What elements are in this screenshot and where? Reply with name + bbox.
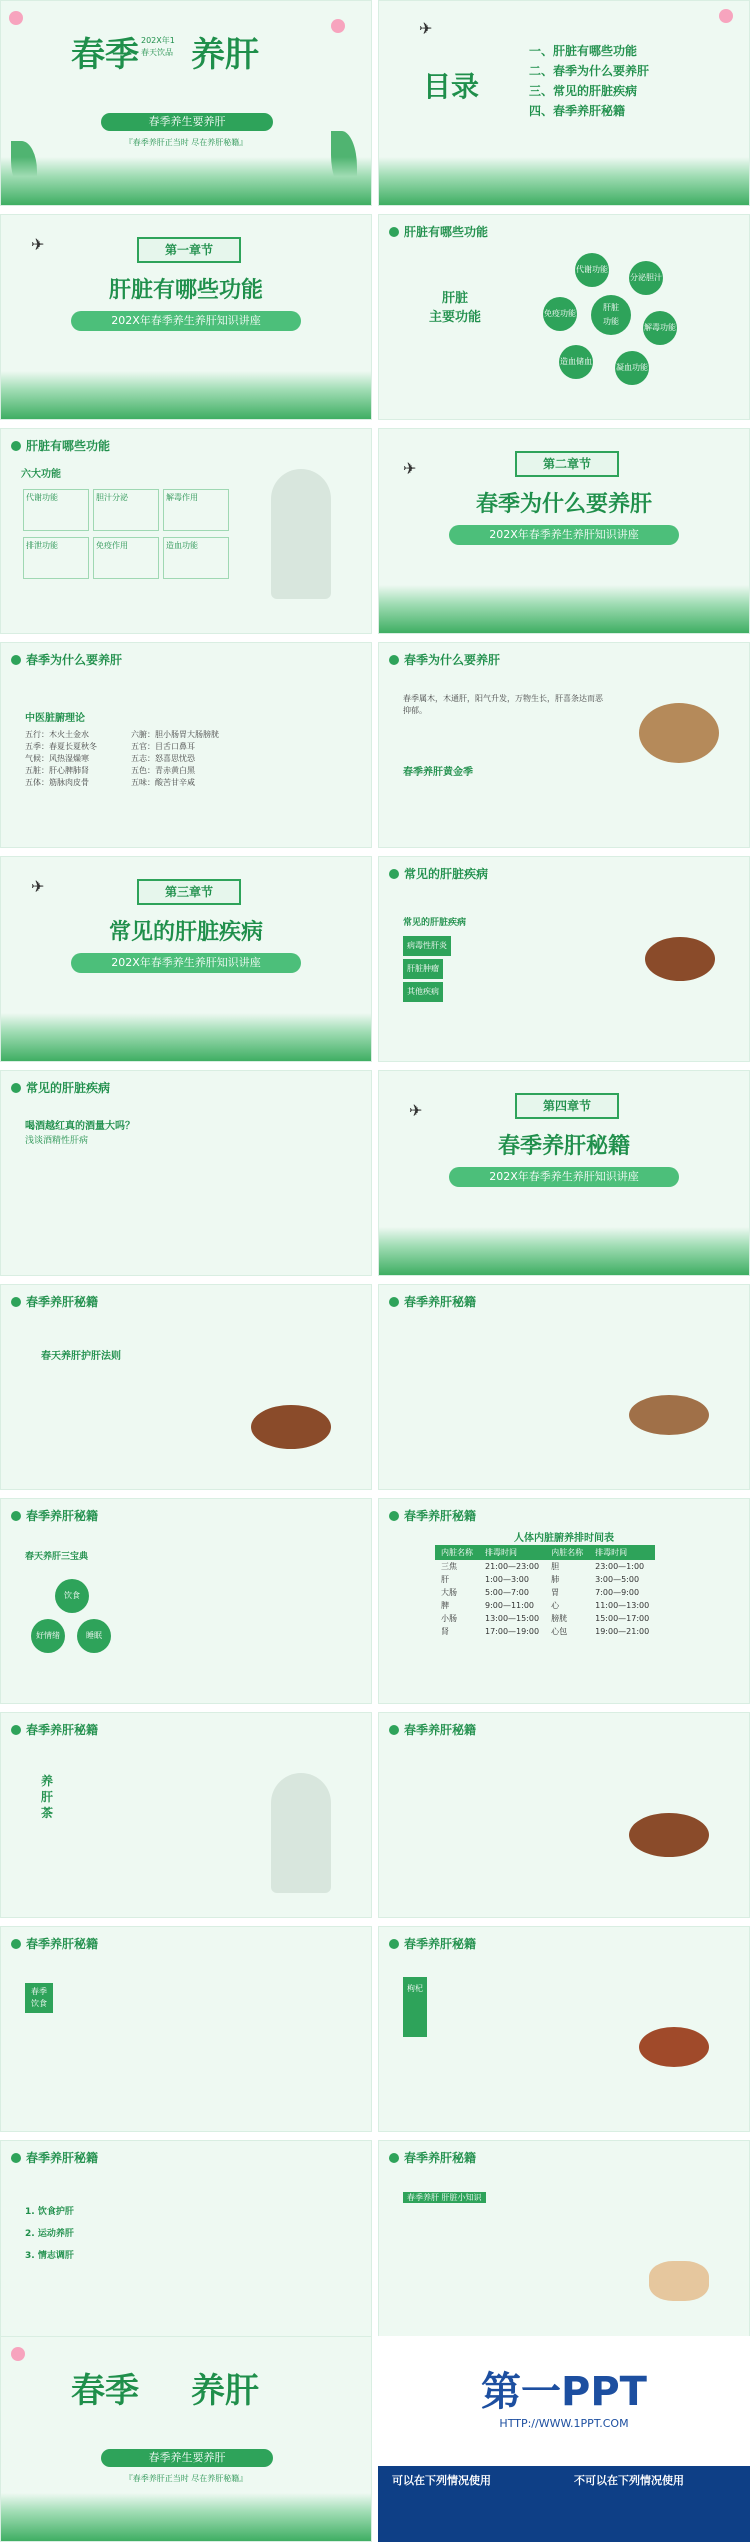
disease-question: 喝酒越红真的酒量大吗？ <box>25 1121 135 1132</box>
slide-disease-1[interactable] <box>378 856 750 1062</box>
table-row <box>435 1599 655 1612</box>
slide-secret-table[interactable] <box>378 1498 750 1704</box>
cover-title-a: 春季 <box>71 2371 139 2411</box>
table-row <box>435 1612 655 1625</box>
table-row <box>435 1625 655 1638</box>
grass-decoration <box>1 157 371 205</box>
chapter-subtitle: 202X年春季养生养肝知识讲座 <box>449 525 679 545</box>
why-sub: 中医脏腑理论 <box>25 713 85 724</box>
slide-secret-1[interactable] <box>0 1284 372 1490</box>
secret-sub: 春天养肝三宝典 <box>25 1552 89 1562</box>
func-node: 代谢功能 <box>575 253 609 287</box>
bullet-icon <box>389 1725 399 1735</box>
herb-image <box>639 2027 709 2067</box>
swallow-icon: ✈ <box>403 459 417 478</box>
bullet-icon <box>11 1083 21 1093</box>
table-header-row <box>435 1545 655 1560</box>
cover-motto: 『春季养肝正当时 尽在养肝秘籍』 <box>124 2474 248 2483</box>
func-box: 排泄功能 <box>23 537 89 579</box>
slide-heading-text: 肝脏有哪些功能 <box>26 439 111 453</box>
slide-heading <box>11 1507 98 1524</box>
func-node: 解毒功能 <box>643 311 677 345</box>
lingzhi-image <box>645 937 715 981</box>
bullet-icon <box>11 441 21 451</box>
func-box: 解毒作用 <box>163 489 229 531</box>
secret-sub: 春天养肝护肝法则 <box>41 1351 121 1362</box>
blossom-icon <box>11 2347 25 2361</box>
slide-secret-9[interactable] <box>378 2140 750 2346</box>
slide-toc[interactable] <box>378 0 750 206</box>
sage-figure <box>271 1773 331 1893</box>
bullet-icon <box>389 227 399 237</box>
slide-cover[interactable] <box>0 0 372 206</box>
cover-title-a: 春季 <box>71 35 139 75</box>
herb-bowl-image <box>639 703 719 763</box>
table-cell: 19:00—21:00 <box>595 1627 650 1636</box>
table-cell: 1:00—3:00 <box>485 1575 529 1584</box>
table-cell: 15:00—17:00 <box>595 1614 650 1623</box>
row: 五色：青赤黄白黑 <box>131 766 195 775</box>
table-cell: 13:00—15:00 <box>485 1614 540 1623</box>
table-cell: 小肠 <box>441 1614 457 1623</box>
disease-sub: 常见的肝脏疾病 <box>403 918 467 928</box>
slide-heading <box>11 1935 98 1952</box>
slide-heading-text: 春季为什么要养肝 <box>404 653 501 667</box>
chapter-tag: 第四章节 <box>515 1093 619 1119</box>
table-row <box>435 1560 655 1573</box>
slide-heading-text: 春季养肝秘籍 <box>404 1937 477 1951</box>
table-cell: 膀胱 <box>551 1614 568 1623</box>
section-item: 3. 情志调肝 <box>25 2251 74 2261</box>
herb-image <box>629 1813 709 1857</box>
bullet-icon <box>389 869 399 879</box>
bullet-icon <box>11 1939 21 1949</box>
slide-heading-text: 肝脏有哪些功能 <box>404 225 489 239</box>
table-cell: 5:00—7:00 <box>485 1588 529 1597</box>
cover-band: 春季养生要养肝 <box>101 2449 273 2467</box>
slide-heading <box>389 2149 476 2166</box>
func-node: 分泌胆汁 <box>629 261 663 295</box>
slide-heading <box>11 1721 98 1738</box>
lingzhi-image <box>251 1405 331 1449</box>
cover-title-b: 养肝 <box>191 35 259 75</box>
why-rows-left <box>25 729 97 789</box>
table-cell: 肺 <box>551 1575 560 1584</box>
slide-secret-5[interactable] <box>378 1712 750 1918</box>
ad-url[interactable]: HTTP://WWW.1PPT.COM <box>499 2417 629 2430</box>
chapter-tag: 第二章节 <box>515 451 619 477</box>
grass-decoration <box>1 2493 371 2541</box>
cover-motto: 『春季养肝正当时 尽在养肝秘籍』 <box>124 138 248 147</box>
slide-heading <box>389 1507 476 1524</box>
slide-heading-text: 常见的肝脏疾病 <box>404 867 489 881</box>
table-cell: 7:00—9:00 <box>595 1588 640 1597</box>
slide-heading <box>389 1935 476 1952</box>
table-cell: 心 <box>551 1601 560 1610</box>
blossom-icon <box>9 11 23 25</box>
slide-heading <box>11 437 110 454</box>
grass-decoration <box>1 1013 371 1061</box>
swallow-icon: ✈ <box>31 235 45 254</box>
bullet-icon <box>389 655 399 665</box>
toc-item-1[interactable]: 一、肝脏有哪些功能 <box>529 44 638 58</box>
chapter-title: 春季养肝秘籍 <box>497 1133 630 1159</box>
table-cell: 3:00—5:00 <box>595 1575 640 1584</box>
slide-liver-functions[interactable] <box>378 214 750 420</box>
why-rows-right <box>131 729 219 789</box>
table-cell: 17:00—19:00 <box>485 1627 540 1636</box>
slide-heading-text: 春季养肝秘籍 <box>404 1509 477 1523</box>
slide-heading-text: 春季养肝秘籍 <box>26 2151 99 2165</box>
disease-tags <box>403 933 455 1002</box>
slide-why-1[interactable] <box>0 642 372 848</box>
slide-disease-2[interactable] <box>0 1070 372 1276</box>
table-header: 排毒时间 <box>479 1545 545 1560</box>
six-func-grid <box>21 485 241 581</box>
ad-top <box>378 2346 750 2464</box>
row: 五脏：肝心脾肺肾 <box>25 766 89 775</box>
slide-secret-tea[interactable] <box>0 1712 372 1918</box>
bullet-icon <box>11 1297 21 1307</box>
chapter-subtitle: 202X年春季养生养肝知识讲座 <box>71 311 301 331</box>
slide-heading-text: 春季为什么要养肝 <box>26 653 123 667</box>
blossom-icon <box>719 9 733 23</box>
cover-title-b: 养肝 <box>191 2371 259 2411</box>
tea-side-label: 养 肝 茶 <box>41 1774 54 1820</box>
table-cell: 肝 <box>441 1575 449 1584</box>
bullet-icon <box>389 2153 399 2163</box>
slide-heading-text: 春季养肝秘籍 <box>26 1937 99 1951</box>
toc-list <box>529 41 649 121</box>
row: 气候：风热湿燥寒 <box>25 754 89 763</box>
cover-sub: 春天饮品 <box>141 48 173 57</box>
disease-tag: 其他疾病 <box>403 982 443 1002</box>
slide-secret-3[interactable] <box>0 1498 372 1704</box>
chapter-tag: 第一章节 <box>137 237 241 263</box>
grass-decoration <box>379 1227 749 1275</box>
func-box: 代谢功能 <box>23 489 89 531</box>
cover-year: 202X年1 <box>141 36 175 45</box>
table-cell: 23:00—1:00 <box>595 1562 645 1571</box>
chapter-title: 常见的肝脏疾病 <box>108 919 263 945</box>
toc-item-4[interactable]: 四、春季养肝秘籍 <box>529 104 626 118</box>
table-cell: 胆 <box>551 1562 560 1571</box>
ginseng-image <box>649 2261 709 2301</box>
slide-heading <box>389 651 500 668</box>
func-node: 凝血功能 <box>615 351 649 385</box>
grass-decoration <box>1 371 371 419</box>
slide-heading-text: 春季养肝秘籍 <box>26 1723 99 1737</box>
bullet-icon <box>11 1511 21 1521</box>
herb-image <box>629 1395 709 1435</box>
slide-heading-text: 春季养肝秘籍 <box>404 2151 477 2165</box>
table-cell: 21:00—23:00 <box>485 1562 540 1571</box>
slide-heading <box>11 651 122 668</box>
swallow-icon: ✈ <box>409 1101 423 1120</box>
table-cell: 11:00—13:00 <box>595 1601 650 1610</box>
bullet-icon <box>11 2153 21 2163</box>
sage-figure <box>271 469 331 599</box>
disease-tag: 病毒性肝炎 <box>403 936 451 956</box>
slide-heading-text: 常见的肝脏疾病 <box>26 1081 111 1095</box>
table-cell: 三焦 <box>441 1562 457 1571</box>
chapter-title: 春季为什么要养肝 <box>475 491 652 517</box>
chapter-title: 肝脏有哪些功能 <box>108 277 263 303</box>
why-slogan: 春季养肝黄金季 <box>403 767 473 778</box>
func-box: 免疫作用 <box>93 537 159 579</box>
table-row <box>435 1573 655 1586</box>
disease-sub2: 浅谈酒精性肝病 <box>25 1136 89 1146</box>
circle-sleep: 睡眠 <box>77 1619 111 1653</box>
why-paragraph: 春季属木，木通肝，阳气升发，万物生长，肝喜条达而恶抑郁。 <box>403 694 603 715</box>
cover-band: 春季养生要养肝 <box>101 113 273 131</box>
table-cell: 胃 <box>551 1588 560 1597</box>
slide-heading-text: 春季养肝秘籍 <box>404 1295 477 1309</box>
last-tag: 春季养肝 肝脏小知识 <box>403 2192 486 2203</box>
slide-chapter-4[interactable] <box>378 1070 750 1276</box>
chapter-subtitle: 202X年春季养生养肝知识讲座 <box>449 1167 679 1187</box>
secret-sections <box>25 2201 74 2267</box>
table-title: 人体内脏腑养排时间表 <box>514 1533 614 1544</box>
func-box: 造血功能 <box>163 537 229 579</box>
ad-brand: 第一PPT <box>481 2369 647 2415</box>
slide-chapter-2[interactable] <box>378 428 750 634</box>
row: 五味：酸苦甘辛咸 <box>131 778 195 787</box>
toc-item-3[interactable]: 三、常见的肝脏疾病 <box>529 84 638 98</box>
table-cell: 9:00—11:00 <box>485 1601 535 1610</box>
row: 六腑：胆小肠胃大肠膀胱 <box>131 730 219 739</box>
slide-heading <box>389 1721 476 1738</box>
func-node: 造血储血 <box>559 345 593 379</box>
row: 五季：春夏长夏秋冬 <box>25 742 97 751</box>
raw-tag: 枸杞 <box>403 1977 427 2037</box>
section-item: 2. 运动养肝 <box>25 2229 74 2239</box>
toc-heading: 目录 <box>423 70 480 103</box>
grass-decoration <box>379 585 749 633</box>
table-cell: 心包 <box>551 1627 568 1636</box>
table-cell: 脾 <box>441 1601 449 1610</box>
slide-heading <box>389 865 488 882</box>
chapter-subtitle: 202X年春季养生养肝知识讲座 <box>71 953 301 973</box>
slide-chapter-3[interactable] <box>0 856 372 1062</box>
six-func-sub: 六大功能 <box>21 469 61 480</box>
slide-secret-8[interactable] <box>0 2140 372 2346</box>
bullet-icon <box>11 655 21 665</box>
slide-heading <box>11 1079 110 1096</box>
table-cell: 大肠 <box>441 1588 457 1597</box>
row: 五官：目舌口鼻耳 <box>131 742 195 751</box>
slide-secret-7[interactable] <box>378 1926 750 2132</box>
detox-table <box>435 1545 655 1638</box>
toc-item-2[interactable]: 二、春季为什么要养肝 <box>529 64 650 78</box>
chapter-tag: 第三章节 <box>137 879 241 905</box>
slide-six-functions[interactable] <box>0 428 372 634</box>
row: 五行：木火土金水 <box>25 730 89 739</box>
ad-bottom <box>378 2466 750 2542</box>
func-center-label: 肝脏 主要功能 <box>429 291 482 325</box>
func-node: 免疫功能 <box>543 297 577 331</box>
ad-right-title: 不可以在下列情况使用 <box>574 2474 684 2487</box>
bullet-icon <box>11 1725 21 1735</box>
slide-heading <box>11 1293 98 1310</box>
slide-heading <box>11 2149 98 2166</box>
bullet-icon <box>389 1511 399 1521</box>
swallow-icon: ✈ <box>31 877 45 896</box>
table-row <box>435 1586 655 1599</box>
slide-secret-6[interactable] <box>0 1926 372 2132</box>
slide-why-2[interactable] <box>378 642 750 848</box>
slide-heading-text: 春季养肝秘籍 <box>26 1509 99 1523</box>
table-cell: 肾 <box>441 1627 449 1636</box>
table-header: 排毒时间 <box>589 1545 655 1560</box>
row: 五体：筋脉肉皮骨 <box>25 778 89 787</box>
section-item: 1. 饮食护肝 <box>25 2207 74 2217</box>
circle-diet: 饮食 <box>55 1579 89 1613</box>
table-header: 内脏名称 <box>545 1545 589 1560</box>
slide-secret-2[interactable] <box>378 1284 750 1490</box>
grass-decoration <box>379 157 749 205</box>
func-hub: 肝脏 功能 <box>591 295 631 335</box>
slide-ending[interactable] <box>0 2336 372 2542</box>
ad-panel <box>378 2336 750 2542</box>
table-header: 内脏名称 <box>435 1545 479 1560</box>
slide-heading <box>389 223 488 240</box>
func-box: 胆汁分泌 <box>93 489 159 531</box>
circle-mood: 好情绪 <box>31 1619 65 1653</box>
bullet-icon <box>389 1297 399 1307</box>
slide-heading-text: 春季养肝秘籍 <box>404 1723 477 1737</box>
last-tag-wrap <box>403 2185 490 2204</box>
slide-heading-text: 春季养肝秘籍 <box>26 1295 99 1309</box>
disease-tag: 肝脏肿瘤 <box>403 959 443 979</box>
ad-left-title: 可以在下列情况使用 <box>392 2474 491 2487</box>
slide-heading <box>389 1293 476 1310</box>
swallow-icon: ✈ <box>419 19 433 38</box>
food-tag: 春季 饮食 <box>25 1983 53 2013</box>
slide-chapter-1[interactable] <box>0 214 372 420</box>
row: 五志：怒喜思忧恐 <box>131 754 195 763</box>
bullet-icon <box>389 1939 399 1949</box>
